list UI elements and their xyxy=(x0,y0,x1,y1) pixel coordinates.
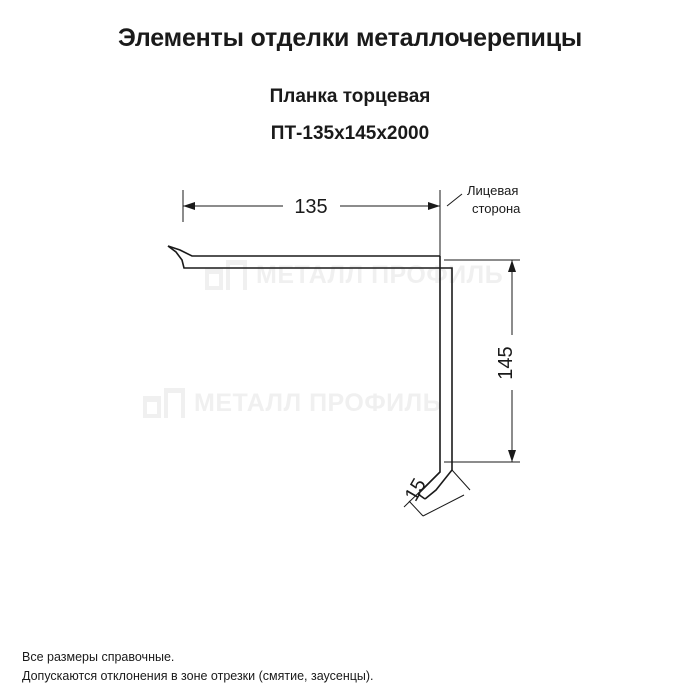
technical-drawing xyxy=(0,150,700,570)
dimension-right xyxy=(444,260,520,462)
product-name: Планка торцевая xyxy=(269,86,431,107)
page-title: Элементы отделки металлочерепицы xyxy=(117,24,583,52)
dimension-top-label: 135 xyxy=(294,196,328,218)
face-side-label-line1: Лицевая xyxy=(467,183,519,198)
watermark-text: МЕТАЛЛ ПРОФИЛЬ xyxy=(256,260,504,289)
footnote-tolerances: Допускаются отклонения в зоне отрезки (смятие, заусенцы). xyxy=(22,669,374,683)
face-side-label-line2: сторона xyxy=(472,201,521,216)
dimension-bottom xyxy=(401,470,470,516)
footnote-dimensions-reference: Все размеры справочные. xyxy=(22,650,175,664)
watermark-text: МЕТАЛЛ ПРОФИЛЬ xyxy=(194,388,442,417)
face-side-callout xyxy=(447,183,521,216)
dimension-bottom-label: 15 xyxy=(400,474,431,506)
dimension-top xyxy=(183,190,440,270)
dimension-right-label: 145 xyxy=(495,346,517,380)
profile-outline xyxy=(168,246,452,499)
product-code: ПТ-135х145х2000 xyxy=(270,123,430,144)
